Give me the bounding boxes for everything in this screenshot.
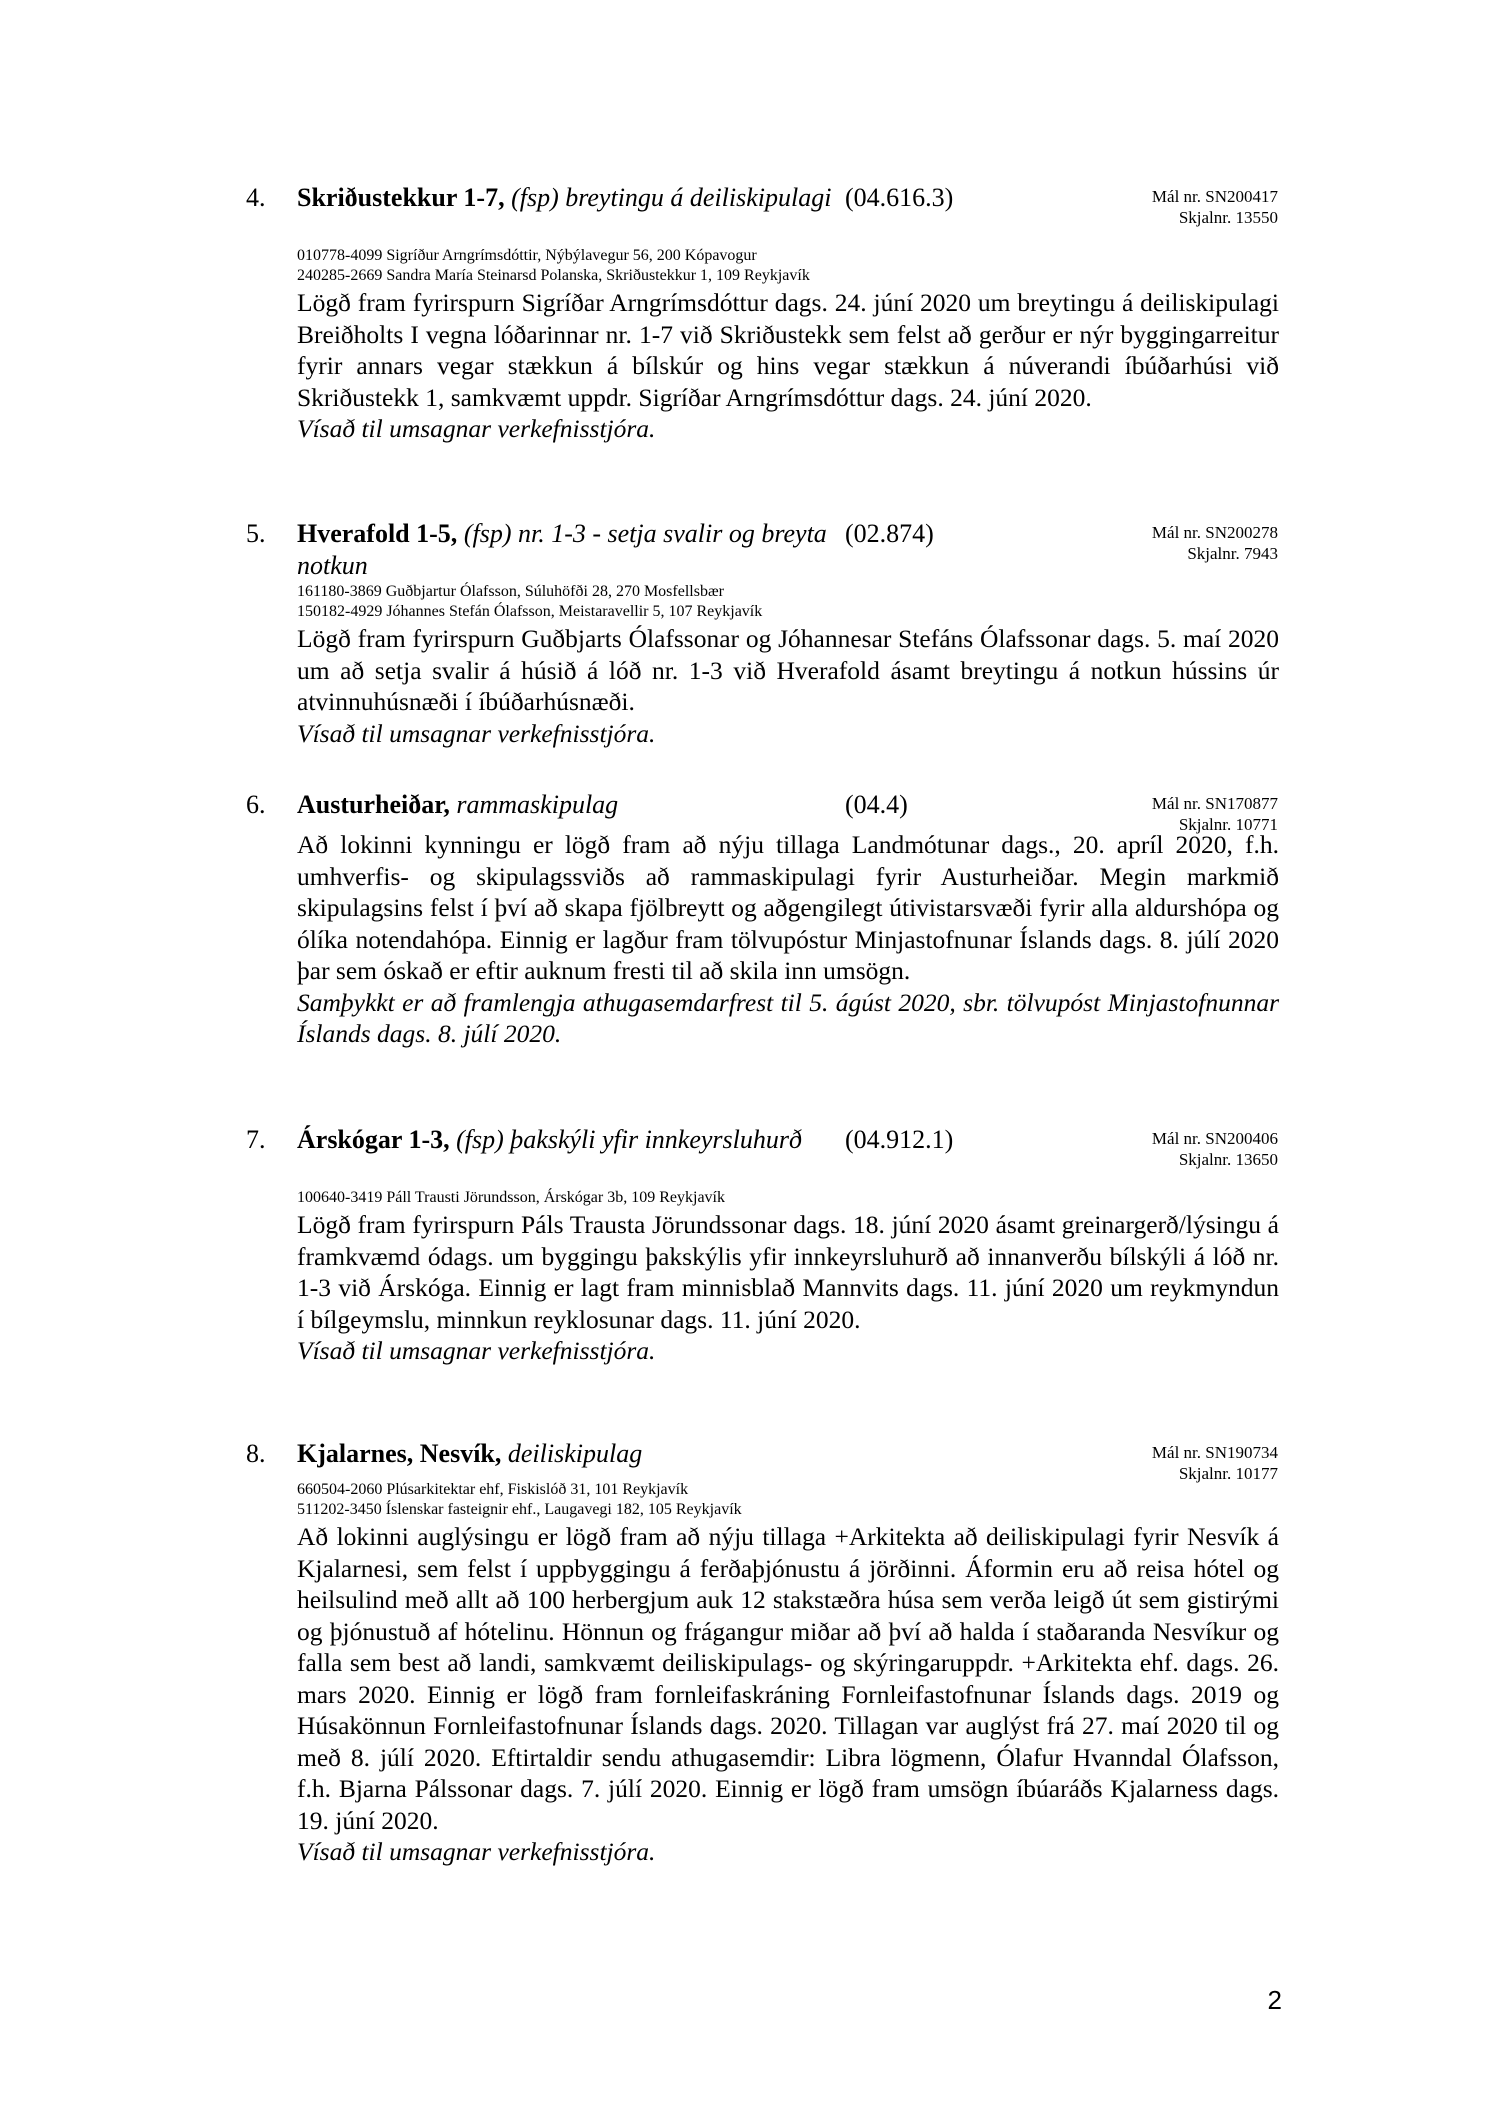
item-code: (04.912.1) bbox=[845, 1125, 954, 1154]
document-number: Skjalnr. 13650 bbox=[1178, 1150, 1278, 1169]
item-title: Árskógar 1-3, bbox=[297, 1125, 450, 1154]
applicant-line: 150182-4929 Jóhannes Stefán Ólafsson, Meistaravellir 5, 107 Reykjavík bbox=[297, 603, 763, 620]
document-number: Skjalnr. 10177 bbox=[1178, 1464, 1278, 1483]
page-number: 2 bbox=[1267, 1985, 1282, 2015]
document-number: Skjalnr. 10771 bbox=[1178, 815, 1278, 834]
item-subtitle: rammaskipulag bbox=[456, 790, 619, 819]
item-heading bbox=[297, 789, 837, 821]
applicants bbox=[297, 246, 810, 286]
item-conclusion: Samþykkt er að framlengja athugasemdarfrest til 5. ágúst 2020, sbr. tölvupóst Minjastofnunnar Íslands dags. 8. júlí 2020. bbox=[297, 987, 1279, 1048]
case-reference bbox=[1152, 1442, 1278, 1484]
case-reference bbox=[1152, 186, 1278, 228]
applicant-line: 511202-3450 Íslenskar fasteignir ehf., Laugavegi 182, 105 Reykjavík bbox=[297, 1501, 742, 1518]
applicant-line: 161180-3869 Guðbjartur Ólafsson, Súluhöfði 28, 270 Mosfellsbær bbox=[297, 583, 724, 600]
applicants bbox=[297, 1188, 725, 1208]
item-conclusion: Vísað til umsagnar verkefnisstjóra. bbox=[297, 718, 656, 748]
item-body bbox=[297, 1209, 1279, 1367]
item-code: (04.616.3) bbox=[845, 183, 954, 212]
item-subtitle: (fsp) þakskýli yfir innkeyrsluhurð bbox=[456, 1125, 802, 1154]
item-body bbox=[297, 1521, 1279, 1868]
applicants bbox=[297, 582, 762, 622]
item-heading bbox=[297, 1124, 837, 1156]
applicant-line: 100640-3419 Páll Trausti Jörundsson, Árskógar 3b, 109 Reykjavík bbox=[297, 1189, 725, 1206]
item-heading bbox=[297, 182, 837, 214]
item-text: Lögð fram fyrirspurn Páls Trausta Jörundssonar dags. 18. júní 2020 ásamt greinargerð/lýsingu á framkvæmd ódags. um byggingu þakskýlis yfir innkeyrsluhurð að innanverðu bílskýli á lóð nr. 1-3 við Árskóga. Einnig er lagt fram minnisblað Mannvits dags. 11. júní 2020 um reykmyndun í bílgeymslu, minnkun reyklosunar dags. 11. júní 2020. bbox=[297, 1210, 1279, 1334]
item-number: 5. bbox=[246, 519, 266, 548]
document-number: Skjalnr. 13550 bbox=[1178, 208, 1278, 227]
item-title: Hverafold 1-5, bbox=[297, 519, 458, 548]
item-text: Að lokinni auglýsingu er lögð fram að nýju tillaga +Arkitekta að deiliskipulagi fyrir Nesvík á Kjalarnesi, sem felst í uppbyggingu á ferðaþjónustu á jörðinni. Áformin eru að reisa hótel og heilsulind með allt að 100 herbergjum auk 12 stakstæðra húsa sem verða leigð út sem gistirými og þjónustuð af hótelinu. Hönnun og frágangur miðar að því að halda í staðaranda Nesvíkur og falla sem best að landi, samkvæmt deiliskipulags- og skýringaruppdr. +Arkitekta ehf. dags. 26. mars 2020. Einnig er lögð fram fornleifaskráning Fornleifastofnunar Íslands dags. 2019 og Húsakönnun Fornleifastofnunar Íslands dags. 2020. Tillagan var auglýst frá 27. maí 2020 til og með 8. júlí 2020. Eftirtaldir sendu athugasemdir: Libra lögmenn, Ólafur Hvanndal Ólafsson, f.h. Bjarna Pálssonar dags. 7. júlí 2020. Einnig er lögð fram umsögn íbúaráðs Kjalarness dags. 19. júní 2020. bbox=[297, 1522, 1279, 1835]
case-reference bbox=[1152, 1128, 1278, 1170]
item-conclusion: Vísað til umsagnar verkefnisstjóra. bbox=[297, 1336, 656, 1365]
item-subtitle: deiliskipulag bbox=[507, 1439, 643, 1468]
item-heading bbox=[297, 518, 837, 582]
applicant-line: 660504-2060 Plúsarkitektar ehf, Fiskislóð 31, 101 Reykjavík bbox=[297, 1481, 689, 1498]
item-code: (04.4) bbox=[845, 790, 908, 819]
case-number: Mál nr. SN200417 bbox=[1151, 187, 1278, 206]
item-code: (02.874) bbox=[845, 519, 934, 548]
item-number: 8. bbox=[246, 1439, 266, 1468]
item-number: 7. bbox=[246, 1125, 266, 1154]
item-title: Kjalarnes, Nesvík, bbox=[297, 1439, 502, 1468]
item-subtitle: (fsp) breytingu á deiliskipulagi bbox=[511, 183, 832, 212]
applicants bbox=[297, 1480, 742, 1520]
applicant-line: 240285-2669 Sandra María Steinarsd Polanska, Skriðustekkur 1, 109 Reykjavík bbox=[297, 267, 810, 284]
case-number: Mál nr. SN170877 bbox=[1151, 794, 1278, 813]
item-number: 6. bbox=[246, 790, 266, 819]
item-title: Skriðustekkur 1-7, bbox=[297, 183, 505, 212]
item-body bbox=[297, 287, 1279, 445]
item-text: Lögð fram fyrirspurn Sigríðar Arngrímsdóttur dags. 24. júní 2020 um breytingu á deiliskipulagi Breiðholts I vegna lóðarinnar nr. 1-7 við Skriðustekk sem felst að gerður er nýr byggingarreitur fyrir annars vegar stækkun á bílskúr og hins vegar stækkun á núverandi íbúðarhúsi við Skriðustekk 1, samkvæmt uppdr. Sigríðar Arngrímsdóttur dags. 24. júní 2020. bbox=[297, 288, 1279, 412]
document-number: Skjalnr. 7943 bbox=[1187, 544, 1278, 563]
item-text: Að lokinni kynningu er lögð fram að nýju tillaga Landmótunar dags., 20. apríl 2020, f.h. umhverfis- og skipulagssviðs að rammaskipulagi fyrir Austurheiðar. Megin markmið skipulagsins felst í því að skapa fjölbreytt og aðgengilegt útivistarsvæði fyrir alla aldurshópa og ólíka notendahópa. Einnig er lagður fram tölvupóstur Minjastofnunar Íslands dags. 8. júlí 2020 þar sem óskað er eftir auknum fresti til að skila inn umsögn. bbox=[297, 830, 1279, 985]
case-number: Mál nr. SN200406 bbox=[1151, 1129, 1278, 1148]
item-number: 4. bbox=[246, 183, 266, 212]
case-reference bbox=[1152, 522, 1278, 564]
item-conclusion: Vísað til umsagnar verkefnisstjóra. bbox=[297, 414, 656, 443]
item-subtitle: (fsp) nr. 1-3 - setja svalir og breyta notkun bbox=[297, 519, 827, 580]
item-heading bbox=[297, 1438, 837, 1470]
item-text: Lögð fram fyrirspurn Guðbjarts Ólafssonar og Jóhannesar Stefáns Ólafssonar dags. 5. maí 2020 um að setja svalir á húsið á lóð nr. 1-3 við Hverafold ásamt breytingu á notkun hússins úr atvinnuhúsnæði í íbúðarhúsnæði. bbox=[297, 624, 1279, 716]
item-body bbox=[297, 623, 1279, 749]
case-number: Mál nr. SN190734 bbox=[1151, 1443, 1278, 1462]
case-number: Mál nr. SN200278 bbox=[1151, 523, 1278, 542]
item-body bbox=[297, 829, 1279, 1050]
applicant-line: 010778-4099 Sigríður Arngrímsdóttir, Nýbýlavegur 56, 200 Kópavogur bbox=[297, 247, 757, 264]
item-title: Austurheiðar, bbox=[297, 790, 450, 819]
item-conclusion: Vísað til umsagnar verkefnisstjóra. bbox=[297, 1837, 656, 1866]
